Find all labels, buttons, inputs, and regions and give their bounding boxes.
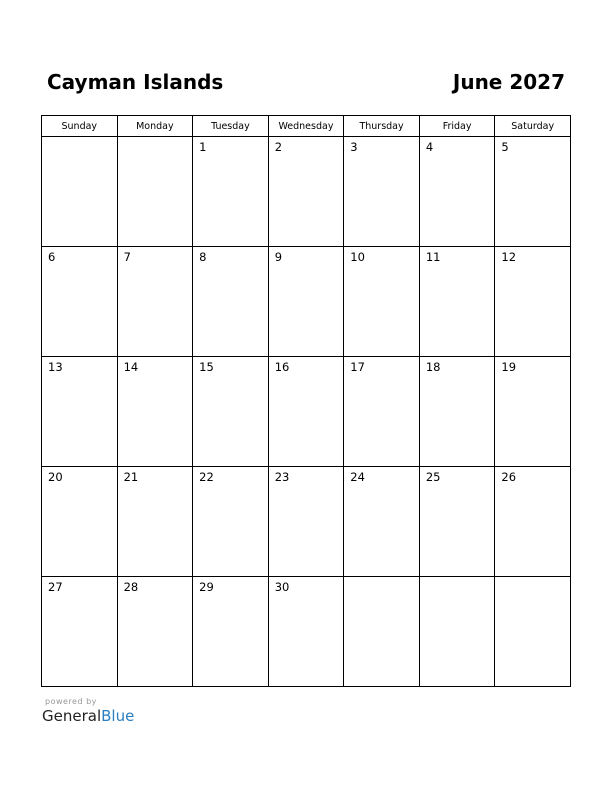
day-cell — [344, 577, 420, 687]
day-number: 6 — [48, 250, 56, 264]
week-row — [42, 467, 571, 577]
day-number — [118, 137, 193, 140]
weekday-header: Wednesday — [268, 116, 344, 137]
day-number: 25 — [425, 470, 441, 484]
day-cell — [117, 577, 193, 687]
day-cell — [344, 247, 420, 357]
day-number: 4 — [425, 140, 434, 154]
day-cell — [344, 467, 420, 577]
day-cell — [419, 467, 495, 577]
day-cell — [117, 247, 193, 357]
day-cell — [42, 467, 118, 577]
day-number: 23 — [274, 470, 290, 484]
weekday-header: Thursday — [344, 116, 420, 137]
day-number: 5 — [501, 140, 509, 154]
day-number: 30 — [274, 580, 290, 594]
day-cell — [268, 137, 344, 247]
generalblue-logo[interactable] — [42, 707, 134, 725]
day-number: 15 — [199, 360, 214, 374]
day-number — [344, 577, 419, 580]
day-cell — [495, 467, 571, 577]
powered-by-label: powered by — [45, 697, 97, 706]
weekday-header-row — [42, 116, 571, 137]
day-cell — [268, 577, 344, 687]
day-number: 14 — [123, 360, 139, 374]
day-cell — [495, 577, 571, 687]
week-row — [42, 357, 571, 467]
day-number: 3 — [350, 140, 358, 154]
day-number — [420, 577, 495, 580]
day-cell — [117, 137, 193, 247]
day-cell — [419, 357, 495, 467]
day-number: 26 — [501, 470, 517, 484]
day-cell — [42, 357, 118, 467]
day-cell — [193, 137, 269, 247]
weekday-header: Friday — [419, 116, 495, 137]
calendar-month-title: June 2027 — [452, 70, 565, 94]
day-cell — [42, 577, 118, 687]
day-cell — [193, 247, 269, 357]
day-number: 24 — [350, 470, 365, 484]
day-cell — [419, 577, 495, 687]
footer-branding — [42, 697, 134, 725]
day-cell — [419, 137, 495, 247]
day-cell — [193, 577, 269, 687]
day-number — [42, 137, 117, 140]
day-number — [495, 577, 570, 580]
day-cell — [344, 357, 420, 467]
day-cell — [344, 137, 420, 247]
day-number: 18 — [425, 360, 441, 374]
day-number: 8 — [199, 250, 207, 264]
day-number: 20 — [48, 470, 63, 484]
day-cell — [42, 247, 118, 357]
weekday-header: Sunday — [42, 116, 118, 137]
calendar-region-title: Cayman Islands — [47, 70, 224, 94]
day-cell — [268, 467, 344, 577]
day-cell — [193, 467, 269, 577]
day-cell — [117, 357, 193, 467]
day-number: 29 — [199, 580, 214, 594]
day-number: 16 — [274, 360, 290, 374]
day-number: 22 — [199, 470, 214, 484]
day-cell — [495, 247, 571, 357]
day-cell — [193, 357, 269, 467]
day-number: 12 — [501, 250, 517, 264]
weekday-header: Tuesday — [193, 116, 269, 137]
day-number: 28 — [123, 580, 139, 594]
calendar-grid — [41, 115, 571, 687]
day-number: 2 — [274, 140, 283, 154]
week-row — [42, 247, 571, 357]
week-row — [42, 577, 571, 687]
day-number: 27 — [48, 580, 63, 594]
day-cell — [495, 137, 571, 247]
day-cell — [419, 247, 495, 357]
day-cell — [42, 137, 118, 247]
brand-name-blue: Blue — [101, 707, 135, 725]
day-number: 1 — [199, 140, 207, 154]
day-number: 9 — [274, 250, 283, 264]
day-number: 13 — [48, 360, 63, 374]
day-number: 10 — [350, 250, 365, 264]
day-number: 21 — [123, 470, 139, 484]
weekday-header: Monday — [117, 116, 193, 137]
day-number: 11 — [425, 250, 441, 264]
day-number: 17 — [350, 360, 365, 374]
day-cell — [268, 247, 344, 357]
day-cell — [117, 467, 193, 577]
day-cell — [268, 357, 344, 467]
day-number: 7 — [123, 250, 131, 264]
day-number: 19 — [501, 360, 517, 374]
brand-name-general: General — [42, 707, 102, 725]
day-cell — [495, 357, 571, 467]
week-row — [42, 137, 571, 247]
weekday-header: Saturday — [495, 116, 571, 137]
